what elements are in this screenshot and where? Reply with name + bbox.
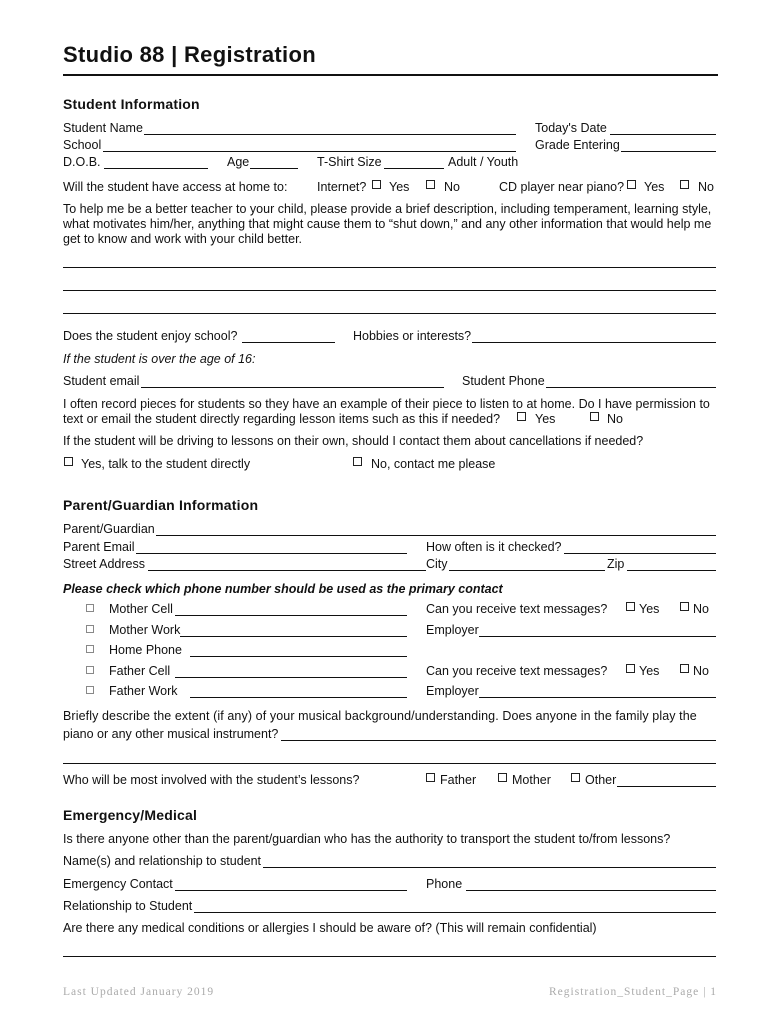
label-access: Will the student have access at home to:	[63, 180, 288, 194]
label-emergency-contact: Emergency Contact	[63, 877, 173, 891]
involved-father-checkbox[interactable]	[426, 773, 435, 782]
dob-field[interactable]	[104, 168, 208, 169]
label-student-email: Student email	[63, 374, 140, 388]
help-text-line-3: get to know and work with your child better.	[63, 232, 303, 246]
involved-father-label: Father	[440, 773, 477, 787]
section-heading-parent: Parent/Guardian Information	[63, 497, 259, 513]
label-hobbies: Hobbies or interests?	[353, 329, 472, 343]
age-field[interactable]	[250, 168, 298, 169]
father-cell-field[interactable]	[175, 677, 407, 678]
record-text-line-2: text or email the student directly regarding lesson items such as this if needed?	[63, 412, 501, 426]
label-emergency-phone: Phone	[426, 877, 463, 891]
student-phone-field[interactable]	[546, 387, 716, 388]
school-field[interactable]	[103, 151, 516, 152]
internet-yes-checkbox[interactable]	[372, 180, 381, 189]
medical-field[interactable]	[63, 956, 716, 957]
mother-work-field[interactable]	[180, 636, 407, 637]
label-student-name: Student Name	[63, 121, 143, 135]
emergency-phone-field[interactable]	[466, 890, 716, 891]
label-age: Age	[227, 155, 250, 169]
involved-other-field[interactable]	[617, 786, 716, 787]
label-tshirt: T-Shirt Size	[317, 155, 382, 169]
contact-me-checkbox[interactable]	[353, 457, 362, 466]
label-parent-email: Parent Email	[63, 540, 135, 554]
music-text-line-2: piano or any other musical instrument?	[63, 727, 279, 741]
help-text-line-2: what motivates him/her, anything that might cause them to “shut down,” and any other information that would help me	[63, 217, 712, 231]
label-father-work: Father Work	[109, 684, 178, 698]
cd-yes-checkbox[interactable]	[627, 180, 636, 189]
mother-cell-field[interactable]	[175, 615, 407, 616]
cd-no-label: No	[698, 180, 714, 194]
record-text-line-1: I often record pieces for students so they have an example of their piece to listen to at home. Do I have permission to	[63, 397, 710, 411]
label-father-cell: Father Cell	[109, 664, 171, 678]
label-student-phone: Student Phone	[462, 374, 545, 388]
texts-1-no-checkbox[interactable]	[680, 602, 689, 611]
label-todays-date: Today's Date	[535, 121, 607, 135]
music-field-1[interactable]	[281, 740, 716, 741]
enjoy-school-field[interactable]	[242, 342, 335, 343]
driving-question: If the student will be driving to lessons on their own, should I contact them about cancellations if needed?	[63, 434, 644, 448]
title-rule	[63, 74, 718, 76]
texts-2-yes-label: Yes	[639, 664, 660, 678]
todays-date-field[interactable]	[610, 134, 716, 135]
record-no-label: No	[607, 412, 623, 426]
description-line-3[interactable]	[63, 313, 716, 314]
father-work-field[interactable]	[190, 697, 407, 698]
tshirt-field[interactable]	[384, 168, 444, 169]
footer-updated: Last Updated January 2019	[63, 986, 215, 998]
label-school: School	[63, 138, 102, 152]
label-adult-youth: Adult / Youth	[448, 155, 519, 169]
label-enjoy-school: Does the student enjoy school?	[63, 329, 238, 343]
texts-2-yes-checkbox[interactable]	[626, 664, 635, 673]
section-heading-emergency: Emergency/Medical	[63, 807, 198, 823]
cd-yes-label: Yes	[644, 180, 665, 194]
mother-cell-checkbox[interactable]	[86, 604, 94, 612]
transport-question: Is there anyone other than the parent/guardian who has the authority to transport the student to/from lessons?	[63, 832, 671, 846]
texts-2-no-label: No	[693, 664, 709, 678]
primary-contact-note: Please check which phone number should be used as the primary contact	[63, 582, 503, 596]
label-texts-1: Can you receive text messages?	[426, 602, 608, 616]
parent-guardian-field[interactable]	[156, 535, 716, 536]
label-street-address: Street Address	[63, 557, 145, 571]
zip-field[interactable]	[627, 570, 716, 571]
label-cd-player: CD player near piano?	[499, 180, 625, 194]
father-cell-checkbox[interactable]	[86, 666, 94, 674]
internet-no-checkbox[interactable]	[426, 180, 435, 189]
footer-page: Registration_Student_Page | 1	[549, 986, 718, 998]
section-heading-student: Student Information	[63, 96, 200, 112]
grade-entering-field[interactable]	[621, 151, 716, 152]
student-name-field[interactable]	[144, 134, 516, 135]
street-address-field[interactable]	[148, 570, 426, 571]
talk-directly-label: Yes, talk to the student directly	[81, 457, 251, 471]
emergency-contact-field[interactable]	[175, 890, 407, 891]
help-text-line-1: To help me be a better teacher to your child, please provide a brief description, including temperament, learning style,	[63, 202, 712, 216]
label-dob: D.O.B.	[63, 155, 101, 169]
label-mother-work: Mother Work	[109, 623, 181, 637]
music-text-line-1: Briefly describe the extent (if any) of your musical background/understanding. Does anyone in the family play the	[63, 709, 697, 723]
involved-mother-label: Mother	[512, 773, 551, 787]
description-line-2[interactable]	[63, 290, 716, 291]
involved-other-label: Other	[585, 773, 617, 787]
home-phone-field[interactable]	[190, 656, 407, 657]
father-work-checkbox[interactable]	[86, 686, 94, 694]
label-employer-2: Employer	[426, 684, 479, 698]
involved-other-checkbox[interactable]	[571, 773, 580, 782]
city-field[interactable]	[449, 570, 605, 571]
parent-email-field[interactable]	[136, 553, 407, 554]
label-internet: Internet?	[317, 180, 367, 194]
label-grade-entering: Grade Entering	[535, 138, 620, 152]
record-yes-checkbox[interactable]	[517, 412, 526, 421]
how-often-field[interactable]	[564, 553, 716, 554]
record-yes-label: Yes	[535, 412, 556, 426]
internet-no-label: No	[444, 180, 460, 194]
medical-question: Are there any medical conditions or allergies I should be aware of? (This will remain confidential)	[63, 921, 597, 935]
texts-1-no-label: No	[693, 602, 709, 616]
page-title: Studio 88 | Registration	[63, 42, 316, 67]
label-how-often: How often is it checked?	[426, 540, 562, 554]
relationship-field[interactable]	[194, 912, 716, 913]
label-involved: Who will be most involved with the student’s lessons?	[63, 773, 360, 787]
texts-1-yes-checkbox[interactable]	[626, 602, 635, 611]
texts-1-yes-label: Yes	[639, 602, 660, 616]
employer-2-field[interactable]	[479, 697, 716, 698]
record-no-checkbox[interactable]	[590, 412, 599, 421]
label-texts-2: Can you receive text messages?	[426, 664, 608, 678]
internet-yes-label: Yes	[389, 180, 410, 194]
hobbies-field[interactable]	[472, 342, 716, 343]
student-email-field[interactable]	[141, 387, 444, 388]
label-home-phone: Home Phone	[109, 643, 182, 657]
label-city: City	[426, 557, 448, 571]
employer-1-field[interactable]	[479, 636, 716, 637]
over-16-note: If the student is over the age of 16:	[63, 352, 256, 366]
label-relationship: Relationship to Student	[63, 899, 193, 913]
label-parent-guardian: Parent/Guardian	[63, 522, 155, 536]
involved-mother-checkbox[interactable]	[498, 773, 507, 782]
home-phone-checkbox[interactable]	[86, 645, 94, 653]
talk-directly-checkbox[interactable]	[64, 457, 73, 466]
label-employer-1: Employer	[426, 623, 479, 637]
contact-me-label: No, contact me please	[371, 457, 496, 471]
label-zip: Zip	[607, 557, 625, 571]
description-line-1[interactable]	[63, 267, 716, 268]
cd-no-checkbox[interactable]	[680, 180, 689, 189]
music-field-2[interactable]	[63, 763, 716, 764]
label-names-relationship: Name(s) and relationship to student	[63, 854, 262, 868]
texts-2-no-checkbox[interactable]	[680, 664, 689, 673]
label-mother-cell: Mother Cell	[109, 602, 173, 616]
mother-work-checkbox[interactable]	[86, 625, 94, 633]
names-relationship-field[interactable]	[263, 867, 716, 868]
